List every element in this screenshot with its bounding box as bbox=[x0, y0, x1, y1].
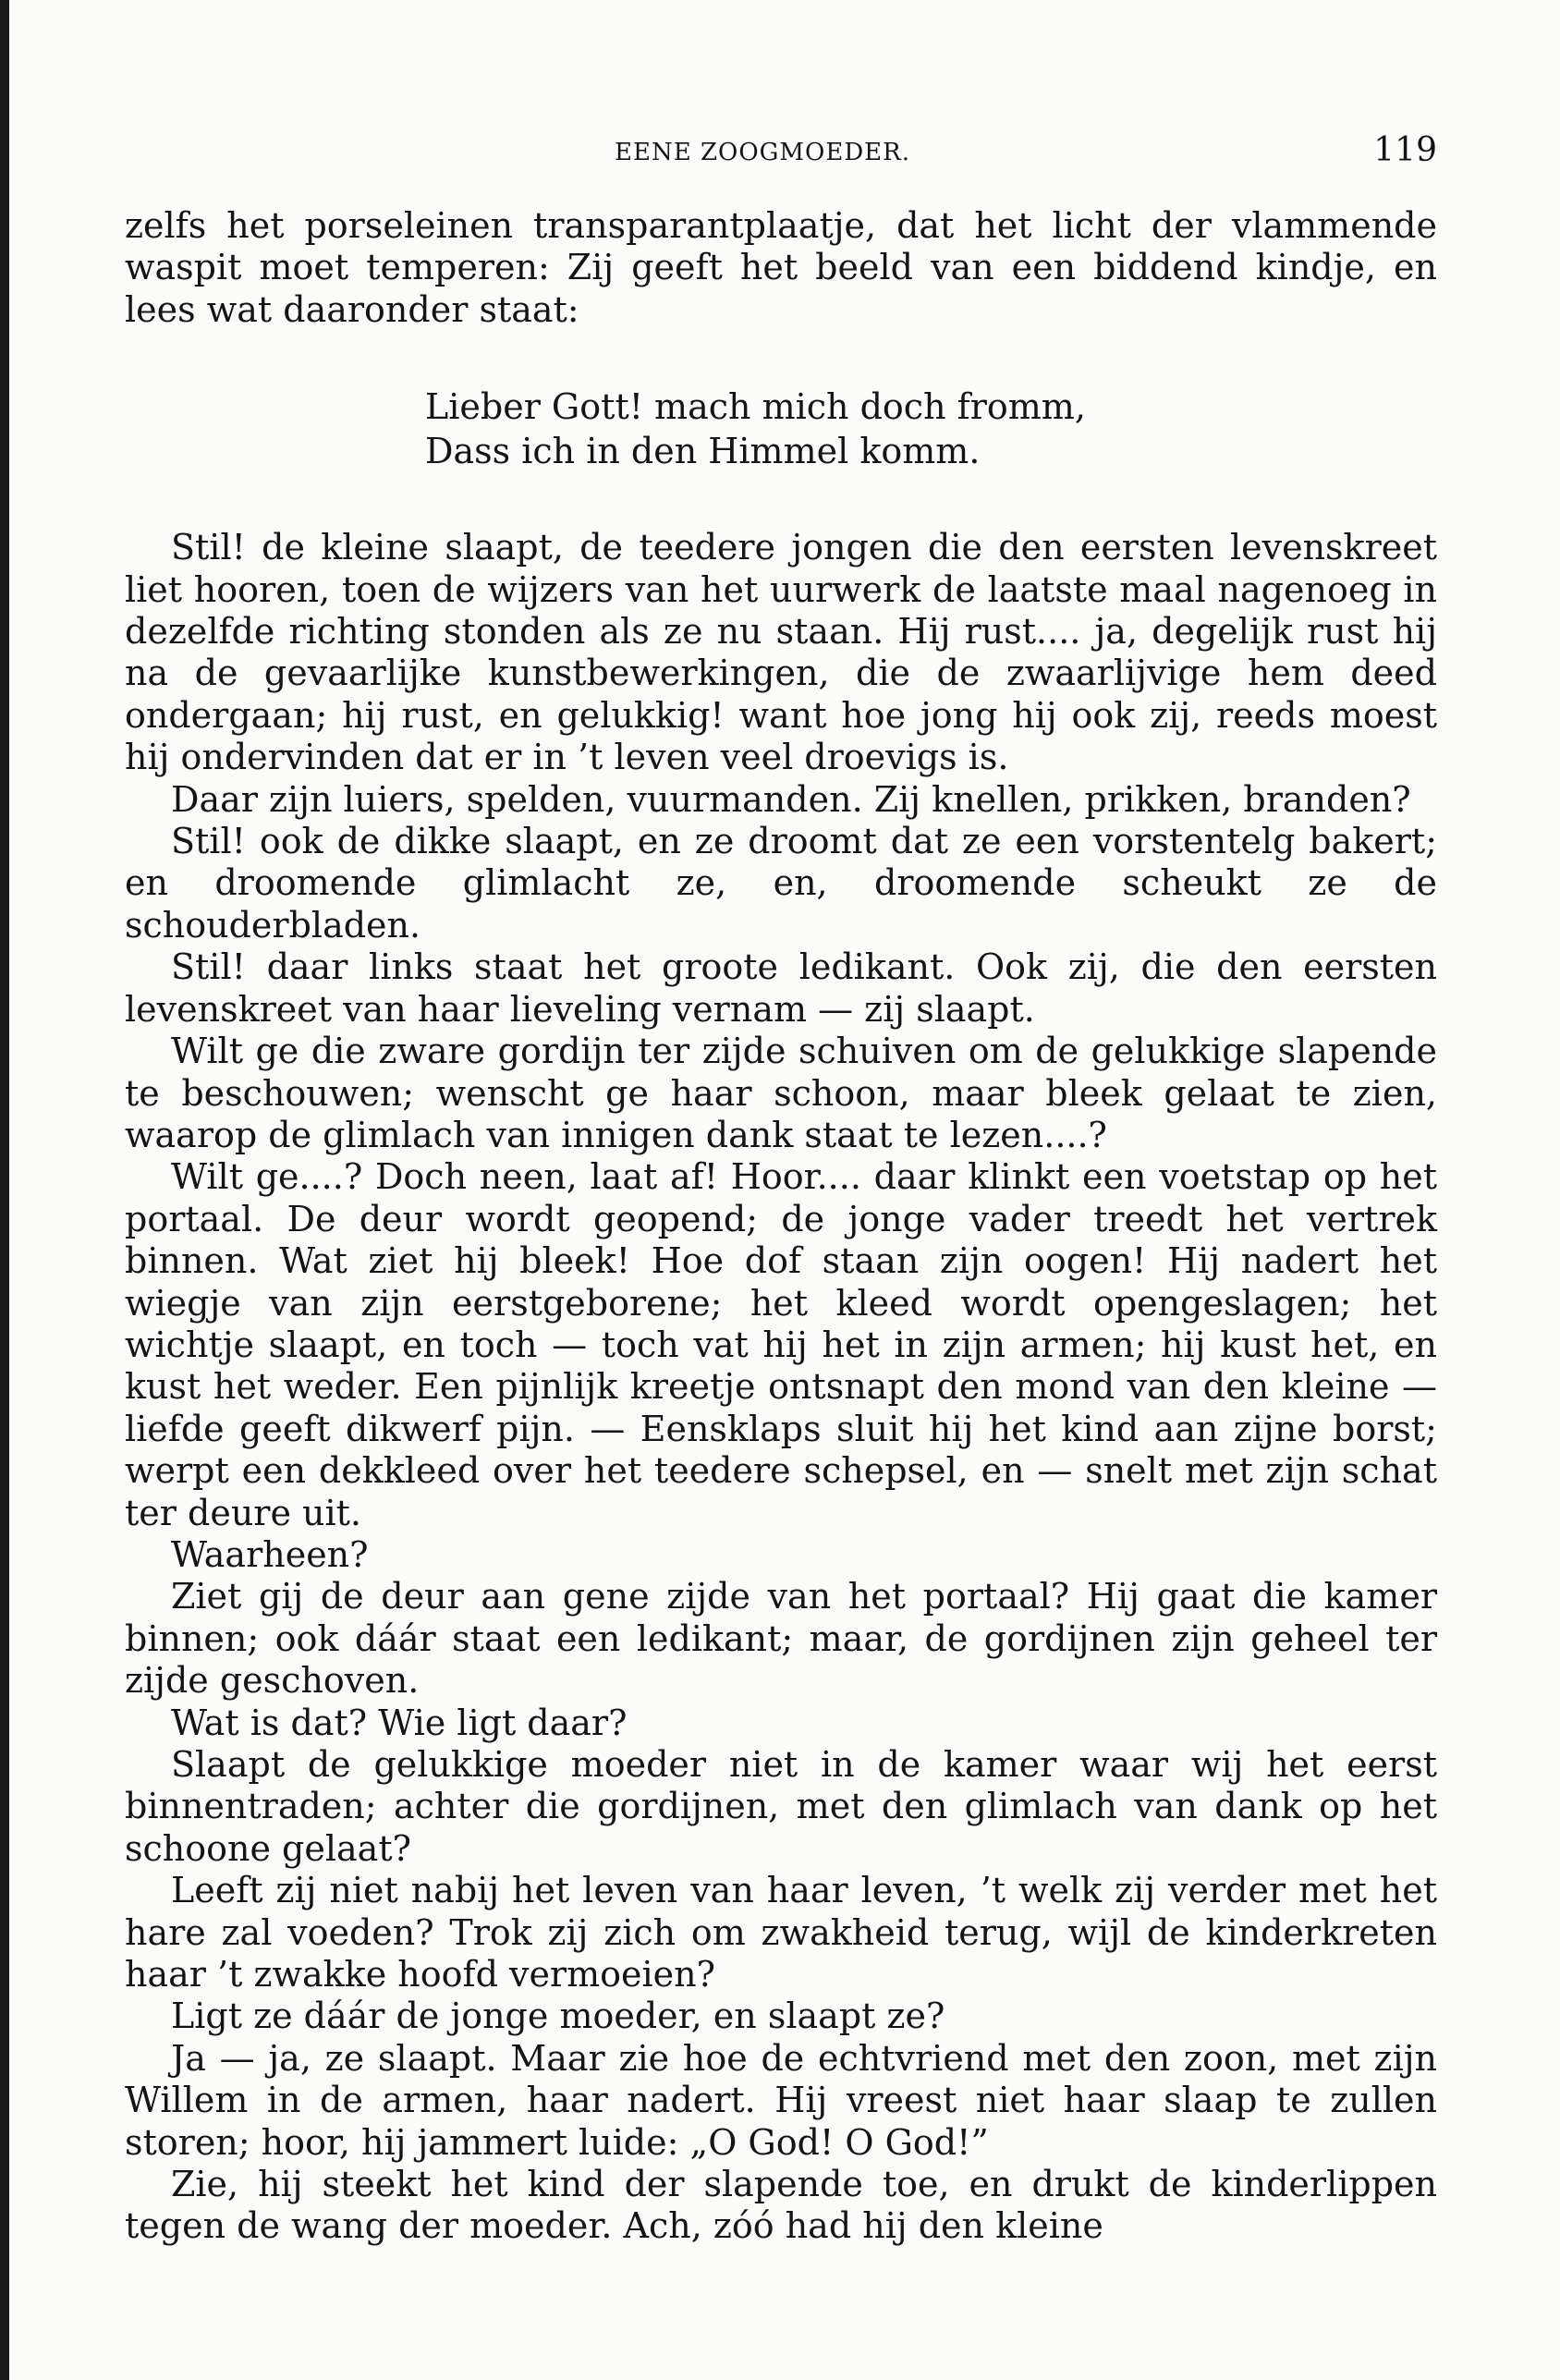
paragraph: Ja — ja, ze slaapt. Maar zie hoe de echtvriend met den zoon, met zijn Willem in de armen, haar nadert. Hij vreest niet haar slaap te zullen storen; hoor, hij jammert luide: „O God! O God!” bbox=[125, 2037, 1437, 2163]
verse-line: Lieber Gott! mach mich doch fromm, bbox=[425, 386, 1086, 428]
page-binding-edge bbox=[0, 0, 9, 2380]
book-page bbox=[125, 129, 1437, 2248]
paragraph: Wilt ge....? Doch neen, laat af! Hoor.... daar klinkt een voetstap op het portaal. De deur wordt geopend; de jonge vader treedt het vertrek binnen. Wat ziet hij bleek! Hoe dof staan zijn oogen! Hij nadert het wiegje van zijn eerstgeborene; het kleed wordt opengeslagen; het wichtje slaapt, en toch — toch vat hij het in zijn armen; hij kust het, en kust het weder. Een pijnlijk kreetje ontsnapt den mond van den kleine — liefde geeft dikwerf pijn. — Eensklaps sluit hij het kind aan zijne borst; werpt een dekkleed over het teedere schepsel, en — snelt met zijn schat ter deure uit. bbox=[125, 1156, 1437, 1533]
running-title: EENE ZOOGMOEDER. bbox=[615, 139, 911, 166]
paragraph: Stil! de kleine slaapt, de teedere jongen die den eersten levenskreet liet hooren, toen de wijzers van het uurwerk de laatste maal nagenoeg in dezelfde richting stonden als ze nu staan. Hij rust.... ja, degelijk rust hij na de gevaarlijke kunstbewerkingen, die de zwaarlijvige hem deed ondergaan; hij rust, en gelukkig! want hoe jong hij ook zij, reeds moest hij ondervinden dat er in ’t leven veel droevigs is. bbox=[125, 527, 1437, 778]
page-number: 119 bbox=[1373, 131, 1437, 169]
paragraph: Wat is dat? Wie ligt daar? bbox=[171, 1702, 628, 1743]
paragraph: Wilt ge die zware gordijn ter zijde schuiven om de gelukkige slapende te beschouwen; wenscht ge haar schoon, maar bleek gelaat te zien, waarop de glimlach van innigen dank staat te lezen....? bbox=[125, 1031, 1437, 1155]
paragraph: Leeft zij niet nabij het leven van haar leven, ’t welk zij verder met het hare zal voeden? Trok zij zich om zwakheid terug, wijl de kinderkreten haar ’t zwakke hoofd vermoeien? bbox=[125, 1870, 1437, 1996]
paragraph: Zie, hij steekt het kind der slapende toe, en drukt de kinderlippen tegen de wang der moeder. Ach, zóó had hij den kleine bbox=[125, 2164, 1437, 2247]
running-head bbox=[125, 129, 1437, 185]
opening-paragraph: zelfs het porseleinen transparantplaatje, dat het licht der vlammende waspit moet temperen: Zij geeft het beeld van een biddend kindje, en lees wat daaronder staat: bbox=[125, 205, 1437, 330]
paragraph: Stil! daar links staat het groote ledikant. Ook zij, die den eersten levenskreet van haar lieveling vernam — zij slaapt. bbox=[125, 946, 1437, 1030]
verse-line: Dass ich in den Himmel komm. bbox=[425, 431, 981, 472]
paragraph: Stil! ook de dikke slaapt, en ze droomt dat ze een vorstentelg bakert; en droomende glimlacht ze, en, droomende scheukt ze de schouderbladen. bbox=[125, 821, 1437, 946]
body-text bbox=[125, 205, 1437, 2248]
paragraph: Waarheen? bbox=[171, 1533, 369, 1575]
paragraph: Ligt ze dáár de jonge moeder, en slaapt ze? bbox=[171, 1996, 945, 2037]
paragraph: Daar zijn luiers, spelden, vuurmanden. Zij knellen, prikken, branden? bbox=[171, 778, 1411, 820]
paragraph: Slaapt de gelukkige moeder niet in de kamer waar wij het eerst binnentraden; achter die gordijnen, met den glimlach van dank op het schoone gelaat? bbox=[125, 1744, 1437, 1869]
verse bbox=[425, 384, 1437, 473]
paragraph: Ziet gij de deur aan gene zijde van het portaal? Hij gaat die kamer binnen; ook dáár staat een ledikant; maar, de gordijnen zijn geheel ter zijde geschoven. bbox=[125, 1576, 1437, 1702]
